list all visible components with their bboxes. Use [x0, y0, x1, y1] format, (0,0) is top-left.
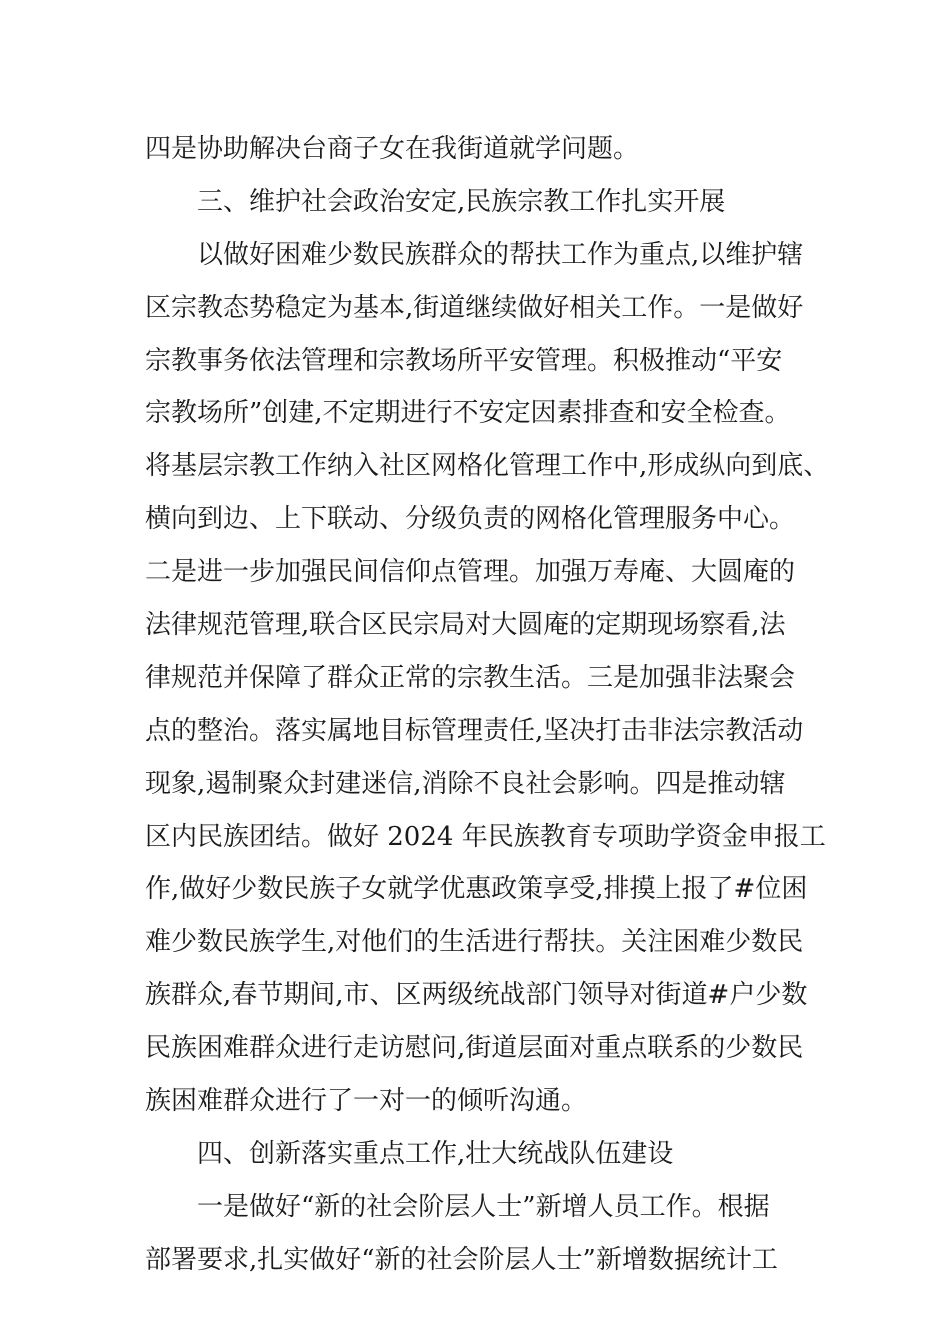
text-line: 宗教事务依法管理和宗教场所平安管理。积极推动“平安 — [145, 345, 783, 376]
text-line: 部署要求,扎实做好“新的社会阶层人士”新增数据统计工 — [145, 1244, 778, 1275]
text-line: 二是进一步加强民间信仰点管理。加强万寿庵、大圆庵的 — [145, 557, 796, 588]
text-line: 族困难群众进行了一对一的倾听沟通。 — [145, 1086, 588, 1117]
text-line: 一是做好“新的社会阶层人士”新增人员工作。根据 — [197, 1191, 770, 1222]
section-heading: 三、维护社会政治安定,民族宗教工作扎实开展 — [197, 186, 726, 217]
document-body — [145, 123, 835, 1287]
text-line: 族群众,春节期间,市、区两级统战部门领导对街道#户少数 — [145, 980, 808, 1011]
text-line: 横向到边、上下联动、分级负责的网格化管理服务中心。 — [145, 504, 796, 535]
text-line: 法律规范管理,联合区民宗局对大圆庵的定期现场察看,法 — [145, 610, 786, 641]
text-line: 难少数民族学生,对他们的生活进行帮扶。关注困难少数民 — [145, 927, 804, 958]
text-line: 四是协助解决台商子女在我街道就学问题。 — [145, 134, 640, 164]
text-line: 区内民族团结。做好 2024 年民族教育专项助学资金申报工 — [145, 821, 826, 852]
text-line: 律规范并保障了群众正常的宗教生活。三是加强非法聚会 — [145, 662, 796, 693]
text-line: 民族困难群众进行走访慰问,街道层面对重点联系的少数民 — [145, 1033, 804, 1064]
text-line: 区宗教态势稳定为基本,街道继续做好相关工作。一是做好 — [145, 292, 804, 323]
text-line: 现象,遏制聚众封建迷信,消除不良社会影响。四是推动辖 — [145, 768, 786, 799]
text-line: 点的整治。落实属地目标管理责任,坚决打击非法宗教活动 — [145, 715, 804, 746]
section-heading: 四、创新落实重点工作,壮大统战队伍建设 — [197, 1138, 674, 1169]
text-line: 以做好困难少数民族群众的帮扶工作为重点,以维护辖 — [197, 239, 804, 270]
text-line: 作,做好少数民族子女就学优惠政策享受,排摸上报了#位困 — [145, 874, 808, 905]
text-line: 宗教场所”创建,不定期进行不安定因素排查和安全检查。 — [145, 398, 791, 429]
text-line: 将基层宗教工作纳入社区网格化管理工作中,形成纵向到底、 — [145, 451, 830, 482]
